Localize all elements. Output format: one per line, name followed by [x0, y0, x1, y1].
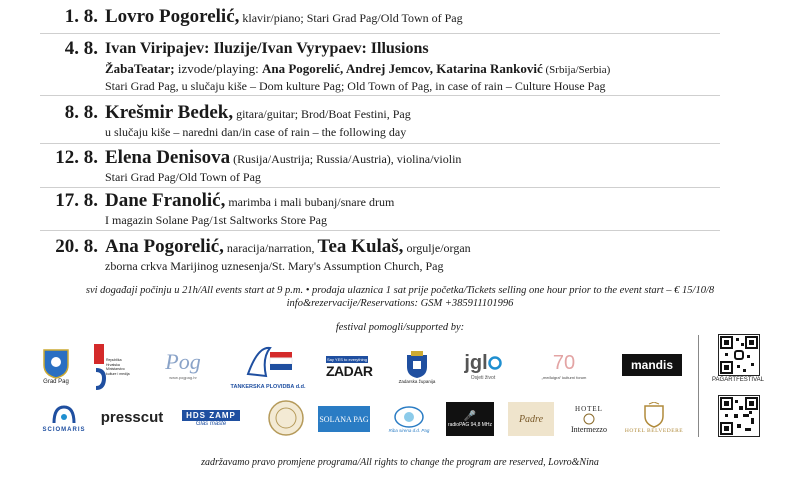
supported-by: festival pomogli/supported by: [335, 322, 465, 333]
country: (Srbija/Serbia) [542, 64, 611, 76]
qr-code-top[interactable] [718, 334, 760, 376]
qr-label: PAGARTFESTIVAL [711, 377, 764, 383]
logo-text: Republika Hrvatska Ministarstvo kulture i medija [106, 358, 130, 376]
logo-text: Osjeti život [470, 374, 496, 381]
event-date: 4. 8. [64, 38, 98, 59]
logo-text: radioPAG 94,8 MHz [447, 421, 493, 428]
tankerska-logo [228, 340, 308, 394]
logo-text: TANKERSKA PLOVIDBA d.d. [230, 384, 306, 390]
zadar-logo [326, 344, 374, 390]
performer-name: Krešmir Bedek, [105, 102, 234, 123]
solana-pag-logo [318, 406, 370, 432]
performer-name: Dane Franolić, [105, 190, 226, 211]
qr-code-bottom[interactable] [718, 395, 760, 437]
event-date: 8. 8. [64, 102, 98, 123]
round-seal-logo [266, 398, 306, 438]
times-note: svi događaji počinju u 21h/All events start at 9 p.m. • prodaja ulaznica 1 sat prije početka/Tickets selling one hour prior to the event start – € 15/10/8 [85, 285, 715, 296]
logo-text: mandis [630, 358, 673, 372]
performer-name: Lovro Pogorelić, [105, 6, 240, 27]
rights-note: zadržavamo pravo promjene programa/All rights to change the program are reserved, Lovro&Nina [201, 457, 599, 468]
event-detail: (Rusija/Austrija; Russia/Austria), violina/violin [230, 152, 462, 166]
venue: Stari Grad Pag/Old Town of Pag [105, 170, 261, 184]
divider [40, 143, 720, 144]
hdszamp-logo [172, 404, 250, 432]
event-detail: orgulje/organ [403, 241, 471, 255]
divider [40, 230, 720, 231]
logo-text: presscut [100, 408, 164, 426]
grad-pag-logo [38, 343, 74, 391]
logo-text: HDS ZAMP [182, 410, 240, 421]
logo-text: Pog [165, 348, 201, 374]
event-detail: naracija/narration, [223, 241, 318, 255]
logo-text: Glas mašte [195, 420, 227, 427]
logo-text: HOTEL BELVEDERE [624, 428, 684, 434]
sciomaris-logo [40, 398, 88, 438]
logo-text: Riba sirena d.d. Pag [388, 427, 430, 433]
logo-text: jgl [464, 351, 488, 374]
logo-text: SCIOMARIS [42, 427, 86, 433]
riba-logo [384, 398, 434, 440]
intermezzo-logo [564, 398, 614, 440]
performers: Ana Pogorelić, Andrej Jemcov, Katarina Ranković [261, 61, 543, 76]
zupanija-logo [394, 344, 440, 390]
presscut-logo [100, 404, 164, 430]
divider [40, 33, 720, 34]
padre-logo [508, 402, 554, 436]
event-detail: gitara/guitar; Brod/Boat Festini, Pag [233, 107, 411, 121]
event-date: 17. 8. [55, 190, 98, 211]
belvedere-logo [622, 396, 686, 440]
logo-text: 70 [552, 352, 576, 374]
performance-title: Ivan Viripajev: Iluzije/Ivan Vyrypaev: Illusions [105, 40, 429, 57]
performer-name: Ana Pogorelić, [105, 236, 224, 257]
event-detail: klavir/piano; Stari Grad Pag/Old Town of Pag [239, 11, 463, 25]
logo-text: „međuigra” kulturni forum [541, 375, 587, 380]
performer-name: Elena Denisova [105, 147, 231, 168]
mandis-logo [622, 354, 682, 376]
event-date: 1. 8. [64, 6, 98, 27]
jgl-logo [455, 346, 511, 386]
event-detail: marimba i mali bubanj/snare drum [225, 195, 395, 209]
logo-text: ZADAR [326, 362, 373, 379]
pog-logo [153, 344, 213, 384]
event-date: 20. 8. [55, 236, 98, 257]
event-date: 12. 8. [55, 147, 98, 168]
logo-text: Say YES to everything [327, 356, 367, 362]
seventy-logo [530, 344, 598, 388]
venue: Stari Grad Pag, u slučaju kiše – Dom kulture Pag; Old Town of Pag, in case of rain – Culture House Pag [105, 79, 606, 93]
logo-text: Grad Pag [43, 379, 69, 385]
radio-pag-logo: 🎤 radioPAG 94,8 MHz [446, 402, 494, 436]
logo-text: www.pogpag.hr [169, 374, 197, 380]
venue: I magazin Solane Pag/1st Saltworks Store Pag [105, 213, 327, 227]
performer-name: Tea Kulaš, [317, 236, 404, 257]
logo-text: HOTEL [575, 404, 603, 413]
company-name: ŽabaTeatar; [105, 61, 175, 76]
reservations-note: info&rezervacije/Reservations: GSM +385911101996 [286, 298, 514, 309]
event-detail: izvode/playing: [174, 61, 262, 76]
divider [40, 95, 720, 96]
logo-text: Padre [518, 413, 544, 425]
venue: zborna crkva Marijinog uznesenja/St. Mary's Assumption Church, Pag [105, 259, 444, 273]
logo-text: Intermezzo [571, 424, 607, 434]
venue: u slučaju kiše – naredni dan/in case of rain – the following day [105, 125, 407, 139]
divider [698, 335, 699, 437]
logo-text: SOLANA PAG [319, 414, 369, 424]
divider [40, 187, 720, 188]
ministry-logo [92, 343, 134, 391]
logo-text: Zadarska županija [398, 378, 436, 384]
